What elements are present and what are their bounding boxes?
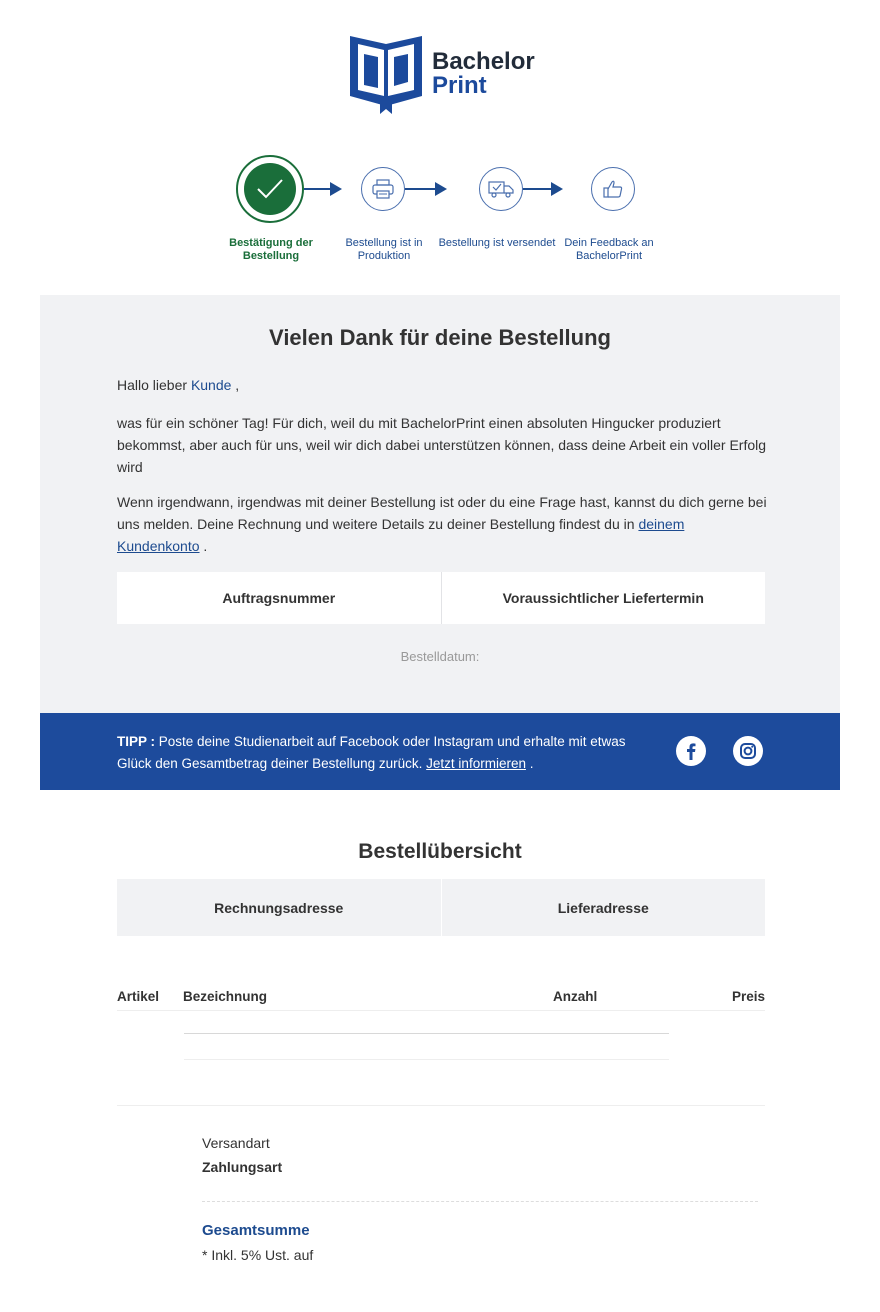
step-connector	[304, 188, 330, 190]
col-price: Preis	[731, 989, 765, 1004]
tip-suffix: .	[525, 756, 534, 771]
check-icon	[255, 177, 285, 201]
customer-name: Kunde	[190, 377, 232, 393]
logo-text-print: Print	[432, 72, 487, 99]
col-quantity: Anzahl	[553, 989, 598, 1004]
customer-account-link[interactable]: deinem Kundenkonto	[117, 516, 685, 554]
step-shipped	[479, 167, 523, 211]
tip-banner	[40, 713, 840, 790]
thank-you-section	[40, 295, 840, 713]
order-progress-steps	[0, 150, 880, 270]
order-overview-title: Bestellübersicht	[358, 840, 522, 863]
delivery-date-label: Voraussichtlicher Liefertermin	[441, 572, 766, 624]
shipping-address-label: Lieferadresse	[441, 879, 766, 936]
step-production	[361, 167, 405, 211]
tip-body: Poste deine Studienarbeit auf Facebook oder Instagram und erhalte mit etwas Glück den Gesamtbetrag deiner Bestellung zurück.	[117, 734, 626, 771]
step-label-feedback: Dein Feedback an BachelorPrint	[564, 237, 654, 262]
item-divider	[184, 1033, 669, 1034]
item-divider	[184, 1059, 669, 1060]
contact-suffix: .	[199, 538, 208, 554]
facebook-icon[interactable]	[676, 736, 706, 766]
items-table-header	[117, 987, 765, 1011]
order-date-label: Bestelldatum:	[400, 649, 480, 664]
arrow-right-icon	[330, 182, 342, 196]
col-article: Artikel	[117, 989, 160, 1004]
items-bottom-divider	[117, 1105, 765, 1106]
thumbs-up-icon	[603, 179, 623, 199]
step-label-shipped: Bestellung ist versendet	[438, 237, 556, 249]
step-feedback	[591, 167, 635, 211]
shipping-method-label: Versandart	[202, 1135, 270, 1151]
step-connector	[523, 188, 551, 190]
greeting-suffix: ,	[231, 377, 240, 393]
order-info-table	[117, 572, 765, 624]
tip-text	[117, 731, 647, 775]
learn-more-link[interactable]: Jetzt informieren	[426, 756, 526, 771]
book-logo-icon	[348, 30, 424, 114]
address-table	[117, 879, 765, 936]
col-description: Bezeichnung	[183, 989, 268, 1004]
arrow-right-icon	[551, 182, 563, 196]
intro-paragraph: was für ein schöner Tag! Für dich, weil du mit BachelorPrint einen absoluten Hingucker produziert bekommst, aber auch für uns, weil wir dich dabei unterstützen können, dass deine Arbeit ein voller Erfolg wird	[117, 415, 767, 475]
step-label-confirmation: Bestätigung der Bestellung	[229, 237, 313, 262]
vat-note: * Inkl. 5% Ust. auf	[202, 1247, 314, 1263]
step-confirmation	[236, 155, 304, 223]
step-label-production: Bestellung ist in Produktion	[345, 237, 423, 262]
thank-you-title: Vielen Dank für deine Bestellung	[269, 325, 611, 350]
greeting	[117, 377, 239, 393]
tip-prefix: TIPP :	[117, 734, 159, 749]
contact-paragraph	[117, 491, 767, 557]
step-connector	[405, 188, 435, 190]
order-number-label: Auftragsnummer	[222, 590, 336, 606]
greeting-prefix: Hallo lieber	[117, 377, 191, 393]
logo-text-bachelor: Bachelor	[432, 48, 535, 75]
bachelorprint-logo[interactable]	[348, 30, 538, 114]
truck-icon	[488, 180, 514, 198]
instagram-icon[interactable]	[733, 736, 763, 766]
contact-text: Wenn irgendwann, irgendwas mit deiner Bestellung ist oder du eine Frage hast, kannst du dich gerne bei uns melden. Deine Rechnung und weitere Details zu deiner Bestellung findest du in	[117, 494, 767, 532]
summary-divider	[202, 1201, 758, 1202]
billing-address-label: Rechnungsadresse	[214, 899, 344, 916]
printer-icon	[372, 179, 394, 199]
arrow-right-icon	[435, 182, 447, 196]
payment-method-label: Zahlungsart	[202, 1159, 283, 1175]
total-label: Gesamtsumme	[202, 1222, 310, 1239]
